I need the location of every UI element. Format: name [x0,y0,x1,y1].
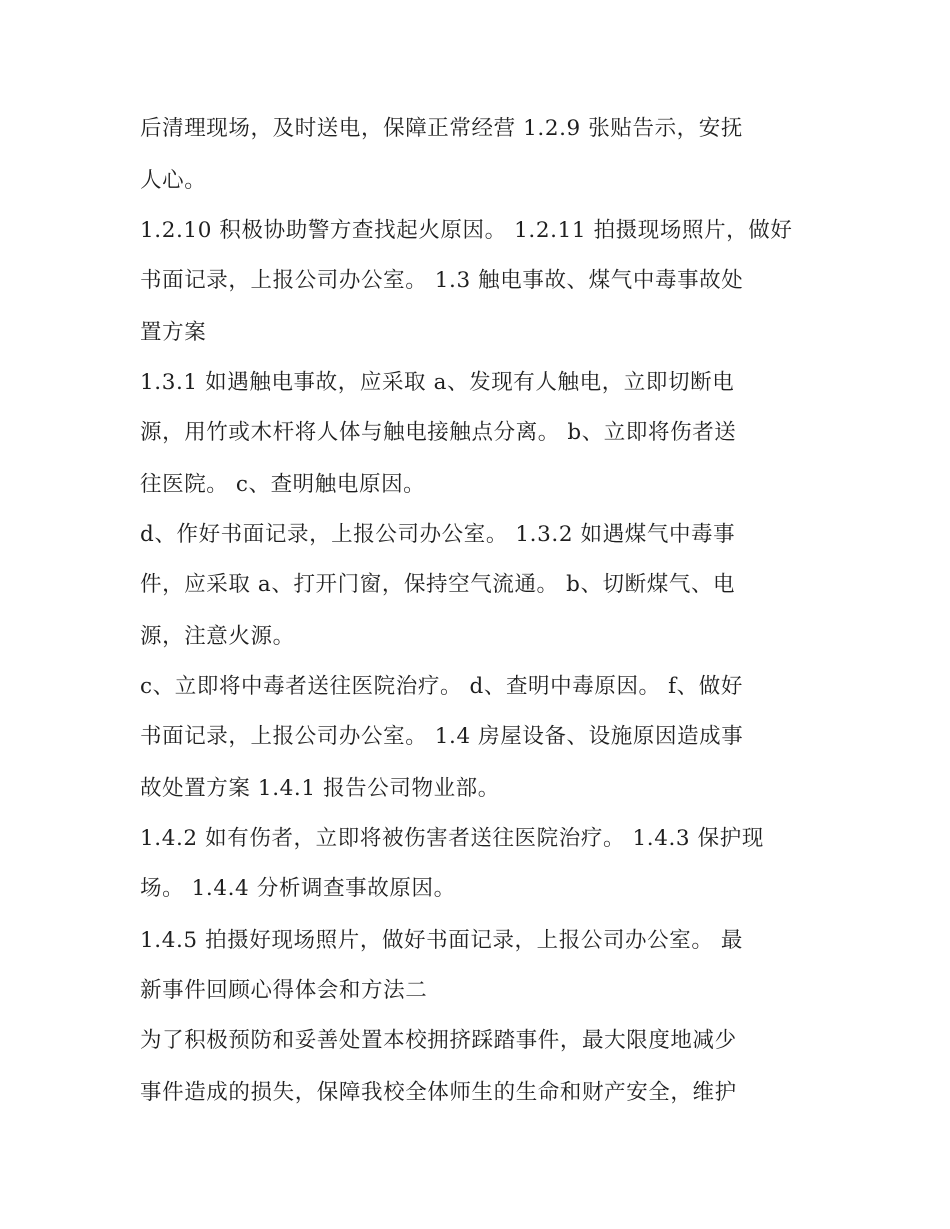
text-line: 书面记录，上报公司办公室。 1.4 房屋设备、设施原因造成事 [140,724,744,749]
text-line: 往医院。 c、查明触电原因。 [140,472,426,497]
text-line: c、立即将中毒者送往医院治疗。 d、查明中毒原因。 f、做好 [140,674,743,699]
text-line: 1.4.2 如有伤者，立即将被伤害者送往医院治疗。 1.4.3 保护现 [140,826,764,851]
text-line: 1.4.5 拍摄好现场照片，做好书面记录，上报公司办公室。 最 [140,928,743,953]
text-line: 源，用竹或木杆将人体与触电接触点分离。 b、立即将伤者送 [140,420,737,445]
text-line: 为了积极预防和妥善处置本校拥挤踩踏事件，最大限度地减少 [140,1028,737,1053]
text-line: 置方案 [140,320,207,345]
text-line: 故处置方案 1.4.1 报告公司物业部。 [140,776,500,801]
text-line: 后清理现场，及时送电，保障正常经营 1.2.9 张贴告示，安抚 [140,116,743,141]
text-line: 事件造成的损失，保障我校全体师生的生命和财产安全，维护 [140,1080,737,1105]
text-line: 源，注意火源。 [140,624,295,649]
text-line: 1.2.10 积极协助警方查找起火原因。 1.2.11 拍摄现场照片，做好 [140,218,793,243]
text-line: d、作好书面记录，上报公司办公室。 1.3.2 如遇煤气中毒事 [140,522,736,547]
text-line: 人心。 [140,168,207,193]
text-line: 新事件回顾心得体会和方法二 [140,978,428,1003]
text-line: 书面记录，上报公司办公室。 1.3 触电事故、煤气中毒事故处 [140,268,744,293]
text-line: 1.3.1 如遇触电事故，应采取 a、发现有人触电，立即切断电 [140,370,735,395]
text-line: 场。 1.4.4 分析调查事故原因。 [140,876,456,901]
text-line: 件，应采取 a、打开门窗，保持空气流通。 b、切断煤气、电 [140,572,736,597]
